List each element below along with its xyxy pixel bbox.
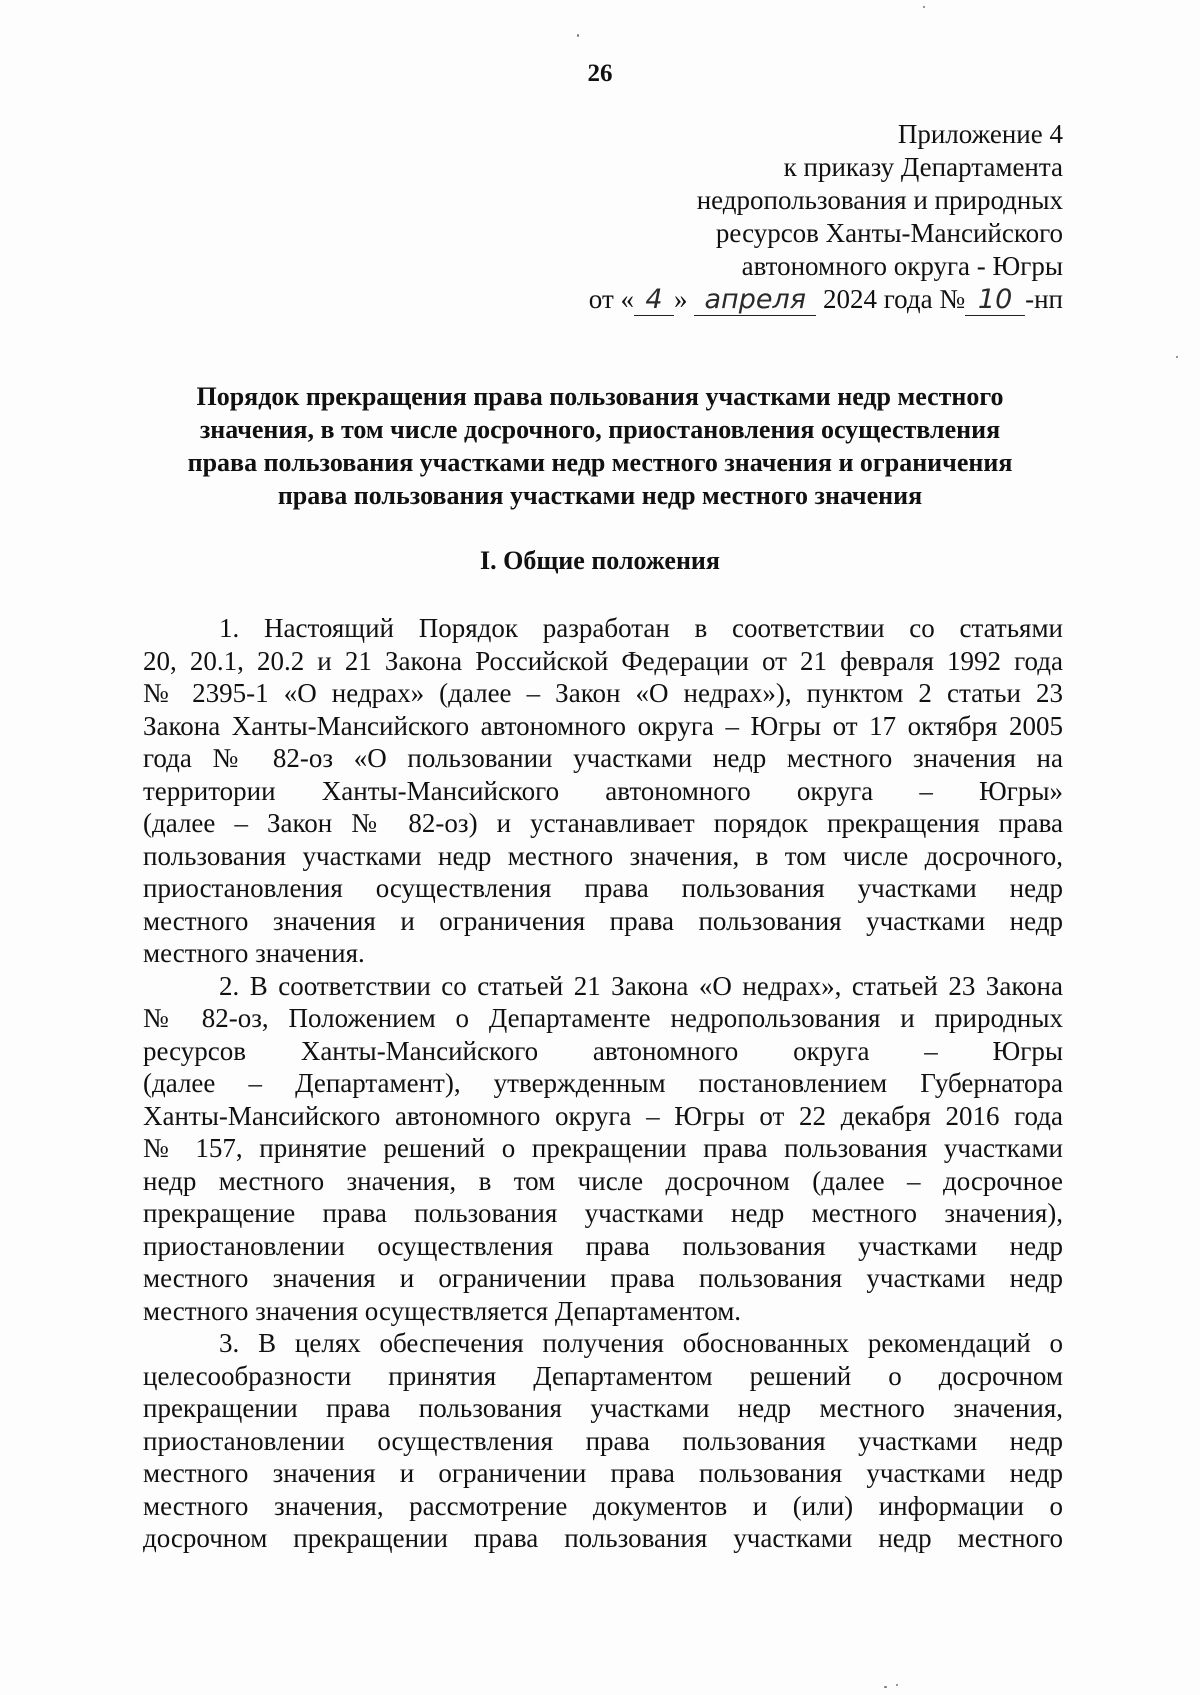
scan-speck xyxy=(923,6,925,8)
appendix-line: ресурсов Ханты-Мансийского xyxy=(715,218,1063,248)
text-line: местного значения осуществляется Департаментом. xyxy=(143,1295,742,1326)
page-number: 26 xyxy=(587,60,613,87)
text-line: № 82-оз, Положением о Департаменте недропользования и природных xyxy=(143,1003,1063,1033)
text-line: ресурсов Ханты-Мансийского автономного округа – Югры xyxy=(143,1035,1063,1066)
text-line: досрочном прекращении права пользования участками недр местного xyxy=(143,1523,1063,1553)
handwritten-month: апреля xyxy=(694,285,816,316)
text-line: 2. В соответствии со статьей 21 Закона «О недрах», статьей 23 Закона xyxy=(219,970,1063,1001)
text-line: (далее – Департамент), утвержденным постановлением Губернатора xyxy=(143,1068,1063,1098)
text-line: местного значения и ограничении права пользования участками недр xyxy=(143,1458,1063,1488)
text-line: территории Ханты-Мансийского автономного округа – Югры» xyxy=(143,775,1063,806)
body-text xyxy=(143,612,1063,1555)
text-line: 3. В целях обеспечения получения обоснованных рекомендаций о xyxy=(219,1328,1063,1358)
section-heading: I. Общие положения xyxy=(480,546,720,575)
appendix-block xyxy=(363,118,1063,316)
scan-speck xyxy=(896,1684,898,1686)
document-title xyxy=(120,380,1080,512)
handwritten-day: 4 xyxy=(634,285,674,316)
order-suffix: -нп xyxy=(1025,284,1063,314)
scan-speck xyxy=(577,34,579,37)
text-line: целесообразности принятия Департаментом решений о досрочном xyxy=(143,1360,1063,1391)
text-line: приостановлении осуществления права пользования участками недр xyxy=(143,1425,1063,1456)
text-line: местного значения, рассмотрение документов и (или) информации о xyxy=(143,1490,1063,1521)
text-line: прекращение права пользования участками недр местного значения), xyxy=(143,1198,1063,1228)
text-line: № 157, принятие решений о прекращении права пользования участками xyxy=(143,1133,1063,1163)
handwritten-order-number: 10 xyxy=(965,285,1025,316)
date-prefix: от « xyxy=(588,284,634,314)
text-line: пользования участками недр местного значения, в том числе досрочного, xyxy=(143,840,1063,871)
text-line: Закона Ханты-Мансийского автономного округа – Югры от 17 октября 2005 xyxy=(143,710,1063,741)
text-line: недр местного значения, в том числе досрочном (далее – досрочное xyxy=(143,1165,1063,1196)
title-line: права пользования участками недр местного значения xyxy=(277,481,923,510)
scan-speck xyxy=(884,1686,887,1688)
appendix-date-line xyxy=(363,283,1063,316)
scan-speck xyxy=(1176,356,1178,358)
text-line: местного значения и ограничении права пользования участками недр xyxy=(143,1263,1063,1293)
appendix-line: недропользования и природных xyxy=(696,185,1063,215)
text-line: прекращении права пользования участками недр местного значения, xyxy=(143,1393,1063,1423)
title-line: права пользования участками недр местного значения и ограничения xyxy=(187,448,1013,477)
text-line: местного значения и ограничения права пользования участками недр xyxy=(143,905,1063,936)
appendix-line: Приложение 4 xyxy=(897,119,1063,149)
date-mid: » xyxy=(674,284,688,314)
text-line: местного значения. xyxy=(143,938,365,968)
text-line: года № 82-оз «О пользовании участками недр местного значения на xyxy=(143,743,1063,773)
text-line: 20, 20.1, 20.2 и 21 Закона Российской Федерации от 21 февраля 1992 года xyxy=(143,645,1063,676)
text-line: Ханты-Мансийского автономного округа – Югры от 22 декабря 2016 года xyxy=(143,1100,1063,1131)
title-line: Порядок прекращения права пользования участками недр местного xyxy=(196,382,1004,411)
text-line: № 2395-1 «О недрах» (далее – Закон «О недрах»), пунктом 2 статьи 23 xyxy=(143,678,1063,708)
title-line: значения, в том числе досрочного, приостановления осуществления xyxy=(199,415,1001,444)
date-year: 2024 года № xyxy=(823,284,966,314)
appendix-line: автономного округа - Югры xyxy=(741,251,1063,281)
text-line: 1. Настоящий Порядок разработан в соответствии со статьями xyxy=(219,613,1063,643)
text-line: (далее – Закон № 82-оз) и устанавливает порядок прекращения права xyxy=(143,808,1063,838)
appendix-line: к приказу Департамента xyxy=(783,152,1063,182)
text-line: приостановлении осуществления права пользования участками недр xyxy=(143,1230,1063,1261)
text-line: приостановления осуществления права пользования участками недр xyxy=(143,873,1063,903)
